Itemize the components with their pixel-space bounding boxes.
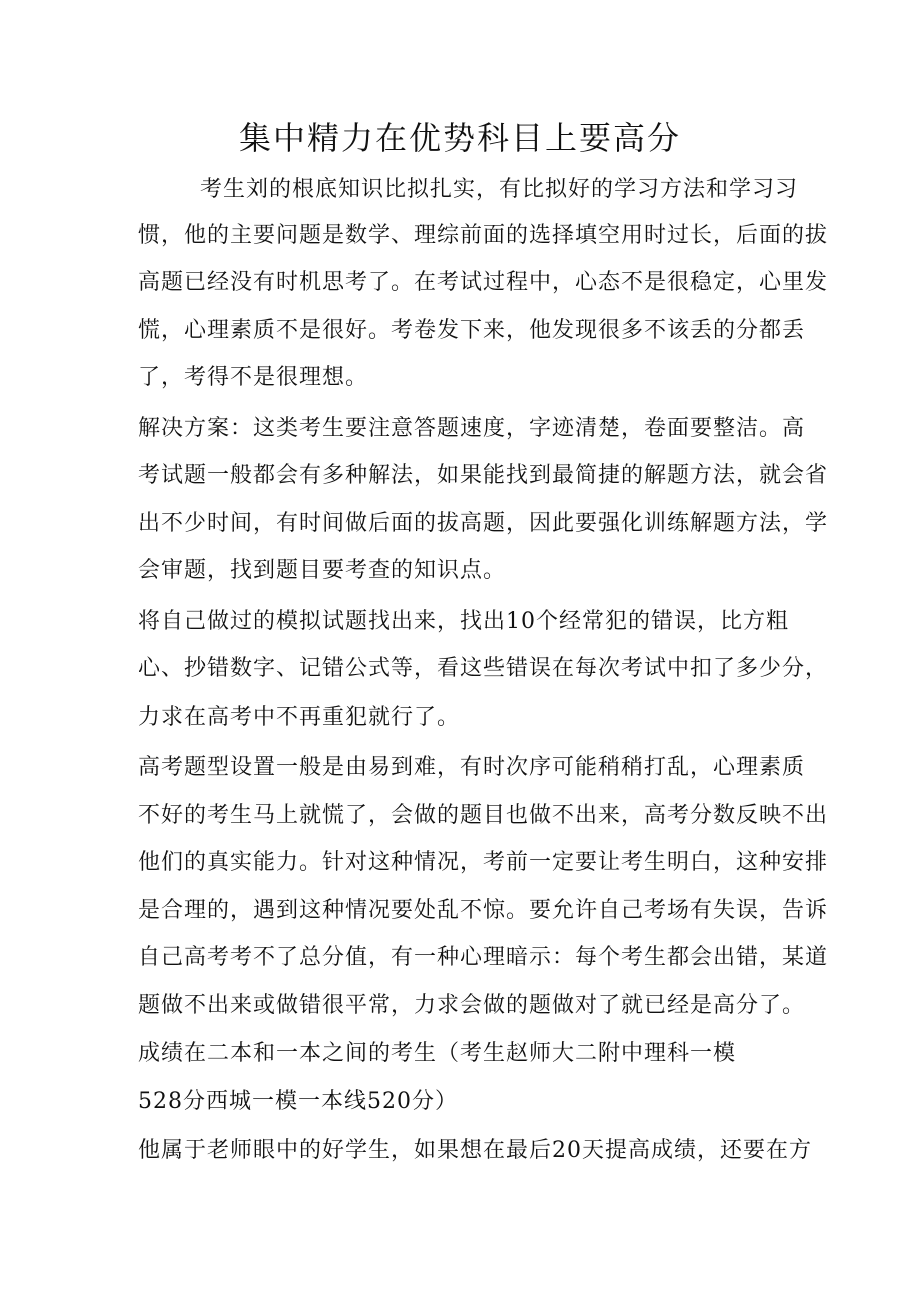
paragraph-line: 不好的考生马上就慌了，会做的题目也做不出来，高考分数反映不出 <box>138 803 829 828</box>
paragraph-line: 成绩在二本和一本之间的考生（考生赵师大二附中理科一模 <box>138 1041 737 1066</box>
paragraph-line: 出不少时间，有时间做后面的拔高题，因此要强化训练解题方法，学 <box>138 511 829 536</box>
paragraph-line: 考生刘的根底知识比拟扎实，有比拟好的学习方法和学习习 <box>200 177 799 202</box>
paragraph-line: 自己高考考不了总分值，有一种心理暗示：每个考生都会出错，某道 <box>138 945 829 970</box>
paragraph-line: 解决方案：这类考生要注意答题速度，字迹清楚，卷面要整洁。高 <box>138 416 806 441</box>
paragraph-line: 他们的真实能力。针对这种情况，考前一定要让考生明白，这种安排 <box>138 850 829 875</box>
paragraph-line: 高题已经没有时机思考了。在考试过程中，心态不是很稳定，心里发 <box>138 270 829 295</box>
paragraph-line: 528分西城一模一本线520分） <box>138 1089 458 1114</box>
paragraph-line: 考试题一般都会有多种解法，如果能找到最简捷的解题方法，就会省 <box>138 463 829 488</box>
document-title: 集中精力在优势科目上要高分 <box>238 119 681 157</box>
paragraph-line: 惯，他的主要问题是数学、理综前面的选择填空用时过长，后面的拔 <box>138 223 829 248</box>
paragraph-line: 力求在高考中不再重犯就行了。 <box>138 705 461 730</box>
paragraph-line: 是合理的，遇到这种情况要处乱不惊。要允许自己考场有失误，告诉 <box>138 898 829 923</box>
paragraph-line: 慌，心理素质不是很好。考卷发下来，他发现很多不该丢的分都丢 <box>138 318 806 343</box>
paragraph-line: 心、抄错数字、记错公式等，看这些错误在每次考试中扣了多少分， <box>138 656 829 681</box>
paragraph-line: 高考题型设置一般是由易到难，有时次序可能稍稍打乱，心理素质 <box>138 755 806 780</box>
paragraph-line: 会审题，找到题目要考查的知识点。 <box>138 558 507 583</box>
paragraph-line: 将自己做过的模拟试题找出来，找出10个经常犯的错误，比方粗 <box>138 609 789 634</box>
paragraph-line: 了，考得不是很理想。 <box>138 365 369 390</box>
paragraph-line: 题做不出来或做错很平常，力求会做的题做对了就已经是高分了。 <box>138 993 806 1018</box>
paragraph-line: 他属于老师眼中的好学生，如果想在最后20天提高成绩，还要在方 <box>138 1138 812 1163</box>
